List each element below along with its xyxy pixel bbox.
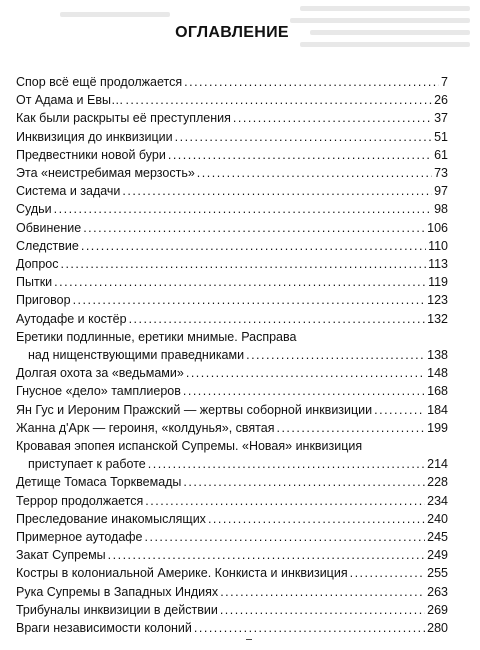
- toc-entry-title: Долгая охота за «ведьмами»: [16, 366, 184, 381]
- dot-leader: [148, 455, 425, 473]
- dot-leader: [197, 164, 432, 182]
- toc-entry: [16, 310, 448, 328]
- dot-leader: [246, 346, 425, 364]
- dot-leader: [108, 546, 425, 564]
- toc-entry-page-number: 245: [427, 530, 448, 545]
- toc-entry-title: Эта «неистребимая мерзость»: [16, 166, 195, 181]
- dot-leader: [54, 200, 432, 218]
- dot-leader: [183, 382, 425, 400]
- toc-entry: [16, 219, 448, 237]
- toc-entry-line: [16, 473, 448, 491]
- toc-entry: [16, 510, 448, 528]
- toc-entry-page-number: 26: [434, 93, 448, 108]
- toc-entry-line: [16, 510, 448, 528]
- toc-entry-line: [16, 346, 448, 364]
- toc-entry-title: Допрос: [16, 257, 59, 272]
- toc-entry-page-number: 113: [428, 257, 448, 272]
- toc-entry: [16, 255, 448, 273]
- toc-entry-title-continuation: приступает к работе: [28, 457, 146, 472]
- toc-entry-page-number: 51: [434, 129, 448, 144]
- toc-entry-page-number: 106: [427, 220, 448, 235]
- toc-entry: [16, 364, 448, 382]
- toc-entry-page-number: 234: [427, 493, 448, 508]
- dot-leader: [145, 492, 425, 510]
- toc-entry: [16, 528, 448, 546]
- toc-entry-title: Предвестники новой бури: [16, 147, 166, 162]
- toc-entry-page-number: 168: [427, 384, 448, 399]
- toc-entry-page-number: 199: [427, 420, 448, 435]
- toc-entry: [16, 164, 448, 182]
- toc-entry: [16, 291, 448, 309]
- toc-entry-title: Преследование инакомыслящих: [16, 511, 206, 526]
- toc-entry-line: [16, 382, 448, 400]
- toc-entry-page-number: 228: [427, 475, 448, 490]
- dot-leader: [168, 146, 432, 164]
- dot-leader: [220, 583, 425, 601]
- toc-entry-line: [16, 73, 448, 91]
- toc-entry: [16, 419, 448, 437]
- toc-entry: [16, 328, 448, 364]
- toc-entry-page-number: 184: [427, 402, 448, 417]
- toc-entry: [16, 437, 448, 473]
- toc-entry-title: Костры в колониальной Америке. Конкиста и инквизиция: [16, 566, 348, 581]
- toc-entry-page-number: 138: [427, 348, 448, 363]
- toc-entry: [16, 492, 448, 510]
- dot-leader: [208, 510, 425, 528]
- toc-entry: [16, 128, 448, 146]
- toc-entry: [16, 473, 448, 491]
- toc-entry: [16, 109, 448, 127]
- toc-entry-title: От Адама и Евы…: [16, 93, 124, 108]
- toc-entry-line: [16, 182, 448, 200]
- toc-entry-line: [16, 273, 448, 291]
- toc-entry: [16, 237, 448, 255]
- toc-entry-page-number: 73: [434, 166, 448, 181]
- toc-entry-page-number: 148: [427, 366, 448, 381]
- toc-entry-title: Кровавая эпопея испанской Супремы. «Новая» инквизиция: [16, 439, 363, 454]
- dot-leader: [276, 419, 425, 437]
- toc-entry-line: [16, 91, 448, 109]
- toc-entry-line: [16, 219, 448, 237]
- toc-entry-title: Судьи: [16, 202, 52, 217]
- toc-entry-line: [16, 419, 448, 437]
- page-footer-mark: [246, 639, 252, 640]
- toc-entry-line: [16, 128, 448, 146]
- toc-entry-line: [16, 310, 448, 328]
- toc-entry: [16, 546, 448, 564]
- toc-entry-title: Гнусное «дело» тамплиеров: [16, 384, 181, 399]
- toc-entry-page-number: 7: [441, 75, 448, 89]
- toc-list: [16, 73, 448, 637]
- toc-entry-line: [16, 564, 448, 582]
- toc-entry-title: Ян Гус и Иероним Пражский — жертвы соборной инквизиции: [16, 402, 373, 417]
- toc-entry-line: [16, 528, 448, 546]
- dot-leader: [129, 310, 426, 328]
- toc-entry-page-number: 98: [434, 202, 448, 217]
- toc-entry-page-number: 240: [427, 511, 448, 526]
- dot-leader: [374, 401, 425, 419]
- toc-entry-title: Инквизиция до инквизиции: [16, 129, 173, 144]
- dot-leader: [194, 619, 425, 637]
- toc-entry-title: Следствие: [16, 238, 79, 253]
- toc-entry-page-number: 249: [427, 548, 448, 563]
- toc-entry-title: Еретики подлинные, еретики мнимые. Расправа: [16, 329, 297, 344]
- toc-entry-title: Закат Супремы: [16, 548, 106, 563]
- dot-leader: [220, 601, 425, 619]
- toc-entry: [16, 200, 448, 218]
- toc-entry-page-number: 97: [434, 184, 448, 199]
- toc-entry-page-number: 37: [434, 111, 448, 126]
- toc-entry-page-number: 263: [427, 584, 448, 599]
- toc-entry-line: [16, 291, 448, 309]
- dot-leader: [186, 364, 425, 382]
- toc-entry: [16, 601, 448, 619]
- toc-entry-title: Приговор: [16, 293, 71, 308]
- toc-entry-title: Примерное аутодафе: [16, 530, 143, 545]
- dot-leader: [184, 73, 439, 91]
- dot-leader: [233, 109, 432, 127]
- toc-entry: [16, 146, 448, 164]
- toc-entry-line: [16, 364, 448, 382]
- dot-leader: [125, 91, 432, 109]
- toc-entry-page-number: 214: [427, 457, 448, 472]
- toc-entry: [16, 564, 448, 582]
- dot-leader: [60, 255, 426, 273]
- toc-entry-line: [16, 146, 448, 164]
- dot-leader: [54, 273, 426, 291]
- dot-leader: [183, 473, 425, 491]
- toc-entry-page-number: 255: [427, 566, 448, 581]
- toc-entry-line: [16, 200, 448, 218]
- toc-entry-title: Жанна д'Арк — героиня, «колдунья», святая: [16, 420, 275, 435]
- toc-entry-title: Рука Супремы в Западных Индиях: [16, 584, 219, 599]
- toc-entry-title: Аутодафе и костёр: [16, 311, 127, 326]
- page-title: ОГЛАВЛЕНИЕ: [175, 24, 289, 41]
- toc-entry-title: Пытки: [16, 275, 53, 290]
- toc-entry: [16, 382, 448, 400]
- toc-entry-title-continuation: над нищенствующими праведниками: [28, 348, 245, 363]
- toc-entry-title: Спор всё ещё продолжается: [16, 75, 183, 89]
- toc-entry-line: [16, 583, 448, 601]
- toc-entry-page-number: 132: [427, 311, 448, 326]
- dot-leader: [73, 291, 426, 309]
- dot-leader: [81, 237, 426, 255]
- toc-entry-page-number: 123: [427, 293, 448, 308]
- dot-leader: [350, 564, 426, 582]
- toc-entry-line: [16, 237, 448, 255]
- toc-entry-page-number: 61: [434, 147, 448, 162]
- toc-entry: [16, 619, 448, 637]
- toc-entry: [16, 401, 448, 419]
- toc-entry: [16, 182, 448, 200]
- toc-entry: [16, 91, 448, 109]
- toc-entry-title: Как были раскрыты её преступления: [16, 111, 231, 126]
- dot-leader: [83, 219, 425, 237]
- toc-entry-line: [16, 546, 448, 564]
- toc-entry-line: [16, 109, 448, 127]
- toc-entry-page-number: 280: [427, 621, 448, 636]
- toc-entry-title: Враги независимости колоний: [16, 621, 192, 636]
- toc-page: [16, 0, 448, 650]
- toc-entry-line: [16, 492, 448, 510]
- toc-entry-page-number: 269: [427, 602, 448, 617]
- toc-entry-title: Система и задачи: [16, 184, 121, 199]
- toc-entry-title: Обвинение: [16, 220, 82, 235]
- toc-entry-title: Детище Томаса Торквемады: [16, 475, 182, 490]
- toc-entry: [16, 273, 448, 291]
- toc-entry-line: [16, 455, 448, 473]
- toc-entry: [16, 583, 448, 601]
- toc-entry-line: [16, 601, 448, 619]
- dot-leader: [122, 182, 432, 200]
- dot-leader: [175, 128, 432, 146]
- dot-leader: [145, 528, 426, 546]
- toc-entry-page-number: 110: [428, 238, 448, 253]
- toc-entry: [16, 73, 448, 91]
- toc-entry-line: [16, 401, 448, 419]
- toc-entry-title: Террор продолжается: [16, 493, 144, 508]
- toc-entry-line: [16, 164, 448, 182]
- toc-entry-page-number: 119: [428, 275, 448, 290]
- toc-entry-line: [16, 255, 448, 273]
- toc-entry-line: [16, 619, 448, 637]
- toc-entry-title: Трибуналы инквизиции в действии: [16, 602, 218, 617]
